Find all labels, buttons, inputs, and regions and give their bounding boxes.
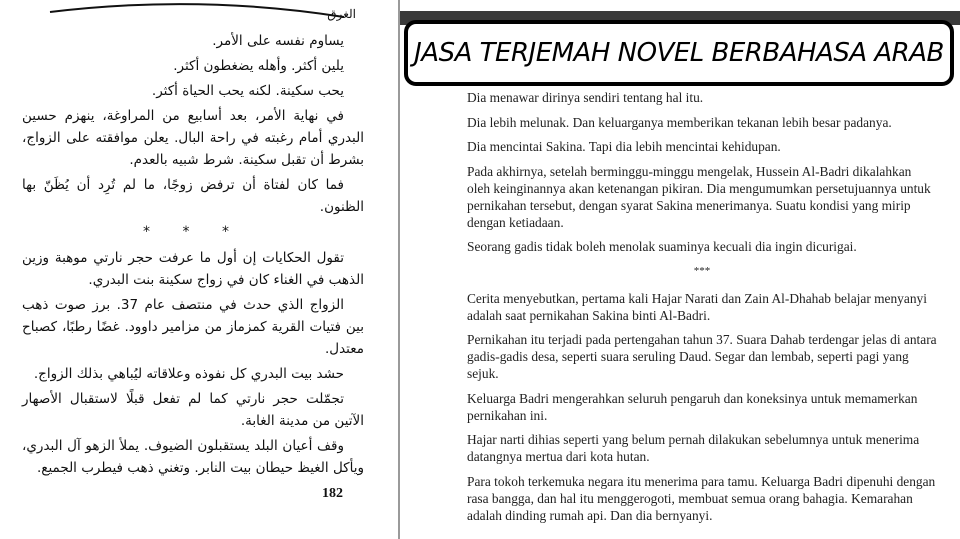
arabic-paragraph: تجمّلت حجر نارتي كما لم تفعل قبلًا لاستقبال الأصهار الآتين من مدينة الغابة.	[22, 391, 364, 429]
translation-paragraph: Pernikahan itu terjadi pada pertengahan tahun 37. Suara Dahab terdengar jelas di antara gadis-gadis desa, seperti suara seruling Daud. Segar dan lembab, seperti pagi yang sejuk.	[467, 332, 937, 381]
arabic-paragraph: يحب سكينة. لكنه يحب الحياة أكثر.	[151, 83, 344, 99]
arabic-text	[22, 30, 364, 505]
header-ornament-line	[48, 0, 348, 20]
arabic-paragraph: يساوم نفسه على الأمر.	[212, 33, 344, 49]
translation-paragraph: Dia menawar dirinya sendiri tentang hal itu.	[467, 90, 704, 105]
arabic-paragraph: يلين أكثر. وأهله يضغطون أكثر.	[173, 58, 344, 74]
arabic-paragraph: الزواج الذي حدث في منتصف عام 37. برز صوت ذهب بين فتيات القرية كمزماز من مزامير داوود. غضًا رطبًا، كصباح معتدل.	[22, 297, 364, 357]
section-break-stars: * * *	[143, 224, 243, 240]
arabic-paragraph: حشد بيت البدري كل نفوذه وعلاقاته ليُباهي بذلك الزواج.	[33, 366, 344, 382]
arabic-book-page	[0, 0, 400, 539]
translation-paragraph: Para tokoh terkemuka negara itu menerima para tamu. Keluarga Badri dipenuhi dengan rasa bangga, dan hal itu menggerogoti, membuat semua orang bahagia. Kemarahan adalah dinding rumah api. Dan dia bernyanyi.	[467, 473, 936, 523]
translation-text	[467, 89, 937, 531]
translation-paragraph: Hajar narti dihias seperti yang belum pernah dilakukan sebelumnya untuk menerima datangnya mertua dari kota hutan.	[467, 432, 920, 464]
running-head: الغرق	[327, 7, 356, 21]
translation-paragraph: Seorang gadis tidak boleh menolak suaminya kecuali dia ingin dicurigai.	[467, 239, 857, 254]
translation-paragraph: Pada akhirnya, setelah berminggu-minggu mengelak, Hussein Al-Badri dikalahkan oleh keinginannya akan ketenangan pikiran. Dia mengumumkan persetujuannya untuk pernikahan tersebut, dengan syarat Sakina menerimanya. Suatu kondisi yang mirip dengan ketiadaan.	[467, 163, 931, 230]
arabic-paragraph: فما كان لفتاة أن ترفض زوجًا، ما لم تُرِد أن يُظَنّ بها الظنون.	[22, 177, 364, 215]
page-number: 182	[322, 486, 343, 501]
title-banner	[404, 20, 954, 86]
translation-page	[400, 0, 960, 539]
translation-paragraph: Dia mencintai Sakina. Tapi dia lebih mencintai kehidupan.	[467, 139, 781, 154]
translation-paragraph: Cerita menyebutkan, pertama kali Hajar Narati dan Zain Al-Dhahab belajar menyanyi adalah saat pernikahan Sakina binti Al-Badri.	[467, 290, 927, 323]
banner-title: JASA TERJEMAH NOVEL BERBAHASA ARAB	[414, 38, 944, 68]
section-break-stars: ***	[693, 264, 711, 277]
arabic-paragraph: في نهاية الأمر، بعد أسابيع من المراوغة، ينهزم حسين البدري أمام رغبته في راحة البال. يعلن موافقته على الزواج، بشرط أن تقبل سكينة. شرط شبيه بالعدم.	[22, 108, 364, 168]
arabic-paragraph: تقول الحكايات إن أول ما عرفت حجر نارتي موهبة وزين الذهب في الغناء كان في زواج سكينة بنت البدري.	[22, 250, 364, 288]
arabic-paragraph: وقف أعيان البلد يستقبلون الضيوف. يملأ الزهو آل البدري، ويأكل الغيظ حيطان بيت النابر. وتغني ذهب فيطرب الجميع.	[22, 438, 364, 476]
translation-paragraph: Dia lebih melunak. Dan keluarganya memberikan tekanan lebih besar padanya.	[467, 114, 892, 130]
translation-paragraph: Keluarga Badri mengerahkan seluruh pengaruh dan koneksinya untuk memamerkan pernikahan ini.	[467, 390, 918, 423]
